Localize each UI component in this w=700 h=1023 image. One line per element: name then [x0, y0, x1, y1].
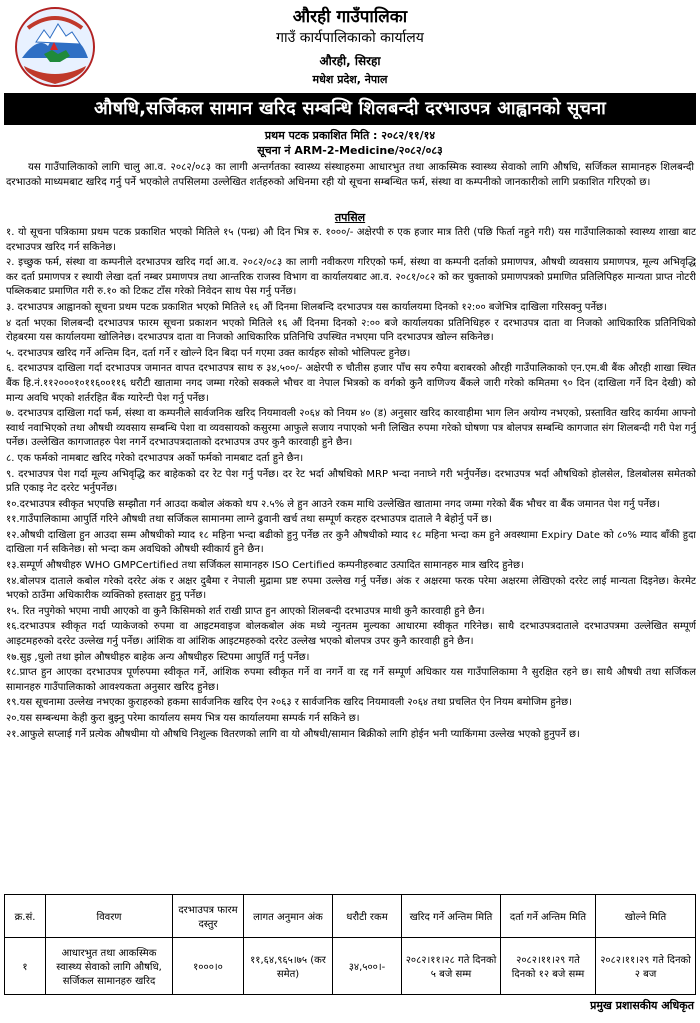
table-cell: १०००।० — [173, 938, 244, 995]
list-item: २०.यस सम्बन्धमा केही कुरा बुझ्नु परेमा कार्यालय समय भित्र यस कार्यालयमा सम्पर्क गर्न सकिने छ। — [6, 713, 360, 724]
list-item: २. इच्छुक फर्म, संस्था वा कम्पनीले दरभाउपत्र खरिद गर्दा आ.व. २०८२/०८३ का लागी नवीकरण गरिएको फर्म, संस्था वा कम्पनी दर्ताको प्रमाणपत्र, औषधी व्यवसाय प्रमाणपत्र, मूल्य अभिवृद्धि कर दर्ता प्रमाणपत्र र स्थायी लेखा दर्ता नम्बर प्रमाणपत्र तथा आन्तरिक राजस्व विभाग वा कार्यालयबाट आ.व. २०८१/०८२ को कर चुक्ताको प्रमाणपत्रको प्रमाणित प्रतिलिपिहरु मान्यता प्राप्त नोटरी पब्लिकबाट प्रमाणित गरी रु.१० को टिकट टाँस गरेको निवेदन साथ पेस गर्नु पर्नेछ। — [6, 257, 696, 298]
table-cell: २०८२।११।२९ गते दिनको २ बज — [596, 938, 696, 995]
table-cell: १ — [5, 938, 46, 995]
signature-title: प्रमुख प्रशासकीय अधिकृत — [590, 999, 694, 1012]
list-item: ६. दरभाउपत्र दाखिला गर्दा दरभाउपत्र जमानत वापत दरभाउपत्र साथ रु ३४,५००/- अक्षेरपी रु चौतीस हजार पाँच सय रुपैया बराबरको औरही गाउँपालिकाको एन.एम.बी बैंक औरही शाखा स्थित बैंक हि.नं.११२०००१०११६००११६ धरौटी खातामा नगद जम्मा गरेको सक्कले भौचर वा नेपाल भित्रको क वर्गको कुनै वाणिज्य बैंकले जारी गरेको कमितमा ९० दिन (दाखिला गर्ने दिन देखी) को मान्य अवधि भएको शर्तरहित बैंक ग्यारेन्टी पेश गर्नु पर्नेछ। — [6, 363, 696, 404]
table-row — [5, 938, 696, 995]
publish-date: प्रथम पटक प्रकाशित मिति : २०८२/११/१४ — [264, 129, 436, 142]
list-item: ८. एक फर्मको नामबाट खरिद गरेको दरभाउपत्र अर्को फर्मको नामबाट दर्ता हुने छैन। — [6, 452, 304, 464]
list-item: १३.सम्पूर्ण औषधीहरु WHO GMPCertified तथा सर्जिकल सामानहरु ISO Certified कम्पनीहरुबाट उत्पादित सामानहरु मात्र खरिद हुनेछ। — [6, 560, 524, 572]
column-header: विवरण — [46, 895, 173, 938]
list-item: ३. दरभाउपत्र आह्वानको सूचना प्रथम पटक प्रकाशित भएको मितिले १६ औं दिनमा शिलबन्दि दरभाउपत्र यस कार्यालयमा दिनको १२:०० बजेभित्र दाखिला गरिसक्नु पर्नेछ। — [6, 301, 607, 313]
list-item: १५. रित नपुगेको भएमा नाघी आएको वा कुनै किसिमको शर्त राखी प्राप्त हुन आएको शिलबन्दी दरभाउपत्र माथी कुनै कारवाही हुने छैन। — [6, 605, 485, 617]
office-address: औरही, सिरहा — [319, 54, 381, 68]
column-header: लागत अनुमान अंक — [244, 895, 333, 938]
list-item: ११.गाउँपालिकामा आपुर्ति गरिने औषधी तथा सर्जिकल सामानमा लाग्ने ढुवानी खर्च तथा सम्पूर्ण करहरु दरभाउपत्र दाताले नै बेहोर्नु पर्ने छ। — [6, 514, 492, 526]
list-item: ५. दरभाउपत्र खरिद गर्ने अन्तिम दिन, दर्ता गर्ने र खोल्ने दिन बिदा पर्न गएमा उक्त कार्यहरु सोको भोलिपल्ट हुनेछ। — [6, 347, 411, 359]
list-item: ९. दरभाउपत्र पेश गर्दा मूल्य अभिवृद्धि कर बाहेकको दर रेट पेश गर्नु पर्नेछ। दर रेट भर्दा औषधिको MRP भन्दा ननाघ्ने गरी भर्नुपर्नेछ। दरभाउपत्र भर्दा औषधिको होलसेल, डिलबोलस समेतको प्रति एकाइ नेट दररेट भर्नुपर्नेछ। — [6, 468, 696, 495]
list-item: २१.आफुले सप्लाई गर्ने प्रत्येक औषधीमा यो औषधि निशुल्क वितरणको लागि वा यो औषधी/सामान बिक्रीको लागि होईन भनी प्याकिंगमा उल्लेख भएको हुनुपर्ने छ। — [6, 728, 580, 740]
column-header: खोल्ने मिति — [596, 895, 696, 938]
office-name: गाउँ कार्यपालिकाको कार्यालय — [276, 30, 424, 46]
list-item: ७. दरभाउपत्र दाखिला गर्दा फर्म, संस्था वा कम्पनीले सार्वजनिक खरिद नियमावली २०६४ को नियम ४० (ड) अनुसार खरिद कारवाहीमा भाग लिन अयोग्य नभएको, प्रस्तावित खरिद कार्यमा आफ्नो स्वार्थ नवाभिएको तथा औषधी व्यवसाय सम्बन्धि पेशा वा व्यवसायको कसुरमा आफुले सजाय नपाएको भनी लिखित रुपमा गरेको घोषणा पत्र बोलपत्र सम्बन्धि कागजात संग शिलबन्दी गरी पेश गर्नु पर्नेछ। उल्लेखित कागजातहरु पेश नगर्ने दरभाउपत्रदाताको दरभाउपत्र उपर कुनै कारवाही हुने छैन। — [6, 408, 696, 449]
municipality-name: औरही गाउँपालिका — [292, 7, 408, 27]
province-name: मधेश प्रदेश, नेपाल — [312, 73, 388, 86]
table-cell: आधारभुत तथा आकस्मिक स्वास्थ्य सेवाको लागि औषधि, सर्जिकल सामानहरु खरिद — [46, 938, 173, 995]
list-item: १२.औषधी दाखिला हुन आउदा सम्म औषधीको म्याद १८ महिना भन्दा बढीको हुनु पर्नेछ तर कुनै औषधीको म्याद १८ महिना भन्दा कम हुने अवस्थामा Expiry Date को ८०% म्याद बाँकी हुदा दाखिला गर्न सकिनेछ। सो भन्दा कम अवधिको औषधी स्वीकार्य हुने छैन। — [6, 529, 696, 556]
table-cell: ३४,५००।- — [333, 938, 402, 995]
list-item: ४ दर्ता भएका शिलबन्दी दरभाउपत्र फारम सूचना प्रकाशन भएको मितिले १६ औं दिनमा दिनको २:०० बजे कार्यालयका प्रतिनिधिहरु र दरभाउपत्र दाता वा निजको आधिकारिक प्रतिनिधिको रोहबरमा यस कार्यालयमा खोलिनेछ। दरभाउपत्र दाता वा निजको आधिकारिक प्रतिनिधि उपस्थित नभएमा पनि दरभाउपत्र खोल्न सकिनेछ। — [6, 317, 696, 344]
table-cell: ११,६४,९६५।७५ (कर समेत) — [244, 938, 333, 995]
list-item: १. यो सूचना पत्रिकामा प्रथम पटक प्रकाशित भएको मितिले १५ (पन्ध्र) औ दिन भित्र रु. १०००/- अक्षेरपी रु एक हजार मात्र तिरी (पछि फिर्ता नहुने गरी) यस गाउँपालिकाको स्वास्थ्य शाखा बाट दरभाउपत्र खरिद गर्न सकिनेछ। — [6, 227, 696, 253]
list-item: १८.प्राप्त हुन आएका दरभाउपत्र पूर्णरुपमा स्वीकृत गर्ने, आंशिक रुपमा स्वीकृत गर्ने वा नगर्ने वा रद्द गर्ने सम्पूर्ण अधिकार यस गाउँपालिकामा नै सुरक्षित रहने छ। साथै औषधी तथा सर्जिकल सामानहरु गाउँपालिकाको आवश्यकता अनुसार खरिद हुनेछ। — [6, 667, 696, 693]
column-header: दरभाउपत्र फारम दस्तुर — [173, 895, 244, 938]
list-item: १४.बोलपत्र दाताले कबोल गरेको दररेट अंक र अक्षर दुबैमा र नेपाली मुद्रामा प्रष्ट रुपमा उल्लेख गर्नु पर्नेछ। अंक र अक्षरमा फरक परेमा अक्षरमा लेखिएको दररेट लाई मान्यता दिइनेछ। केरमेट भएको ठाउँमा अधिकारीक व्यक्तिको हस्ताक्षर हुनु पर्नेछ। — [6, 575, 696, 602]
table-cell: २०८२।११।२८ गते दिनको ५ बजे सम्म — [402, 938, 501, 995]
list-item: १०.दरभाउपत्र स्वीकृत भएपछि सम्झौता गर्न आउदा कबोल अंकको थप २.५% ले हुन आउने रकम माथि उल्लेखित खातामा नगद जम्मा गरेको बैंक भौचर वा बैंक जमानत पेश गर्नु पर्नेछ। — [6, 498, 660, 510]
column-header: क्र.सं. — [5, 895, 46, 938]
column-header: दर्ता गर्ने अन्तिम मिति — [501, 895, 596, 938]
column-header: खरिद गर्ने अन्तिम मिति — [402, 895, 501, 938]
notice-title: औषधि,सर्जिकल सामान खरिद सम्बन्धि शिलबन्दी दरभाउपत्र आह्वानको सूचना — [4, 93, 696, 125]
signature-line — [420, 994, 696, 995]
table-cell: २०८२।११।२९ गते दिनको १२ बजे सम्म — [501, 938, 596, 995]
table-header-row — [5, 895, 696, 938]
letterhead — [0, 0, 700, 92]
tender-table — [4, 894, 696, 995]
list-item: १९.यस सूचनामा उल्लेख नभएका कुराहरुको हकमा सार्वजनिक खरिद ऐन २०६३ र सार्वजनिक खरिद नियमावली २०६४ तथा प्रचलित ऐन नियम बमोजिम हुनेछ। — [6, 697, 572, 709]
list-item: १६.दरभाउपत्र स्वीकृत गर्दा प्याकेजको रुपमा वा आइटमवाइज बोलकबोल अंक मध्ये न्युनतम मुल्यका आधारमा स्वीकृत गरिनेछ। साथै दरभाउपत्रदाताले दरभाउपत्रमा उल्लेखित सम्पूर्ण आइटमहरुको दररेट उल्लेख गर्नु पर्नेछ। आंशिक वा आंशिक आइटमहरुको दररेट उल्लेख भएको बोलपत्र उपर कुनै कारवाही हुने छैन। — [6, 621, 696, 648]
notice-number: सूचना नं ARM-2-Medicine/२०८२/०८३ — [257, 144, 443, 157]
intro-paragraph: यस गाउँपालिकाको लागि चालु आ.व. २०८२/०८३ का लागी अन्तर्गतका स्वास्थ्य संस्थाहरुमा आधारभुत तथा आकस्मिक स्वास्थ्य सेवाको लागि औषधि, सर्जिकल सामानहरु शिलबन्दी दरभाउको माध्यमबाट खरिद गर्नु पर्ने भएकोले तपसिलमा उल्लेखित शर्तहरुको अधिनमा रही यो सूचना सम्बन्धित फर्म, संस्था वा कम्पनीको जानकारीको लागि प्रकाशित गरिएको छ। — [6, 162, 694, 188]
terms-list — [6, 226, 696, 890]
details-heading: तपसिल — [334, 211, 366, 224]
list-item: १७.सुइ ,धुलो तथा झोल औषधीहरु बाहेक अन्य औषधीहरु स्टिपमा आपुर्ति गर्नु पर्नेछ। — [6, 651, 310, 663]
column-header: धरौटी रकम — [333, 895, 402, 938]
